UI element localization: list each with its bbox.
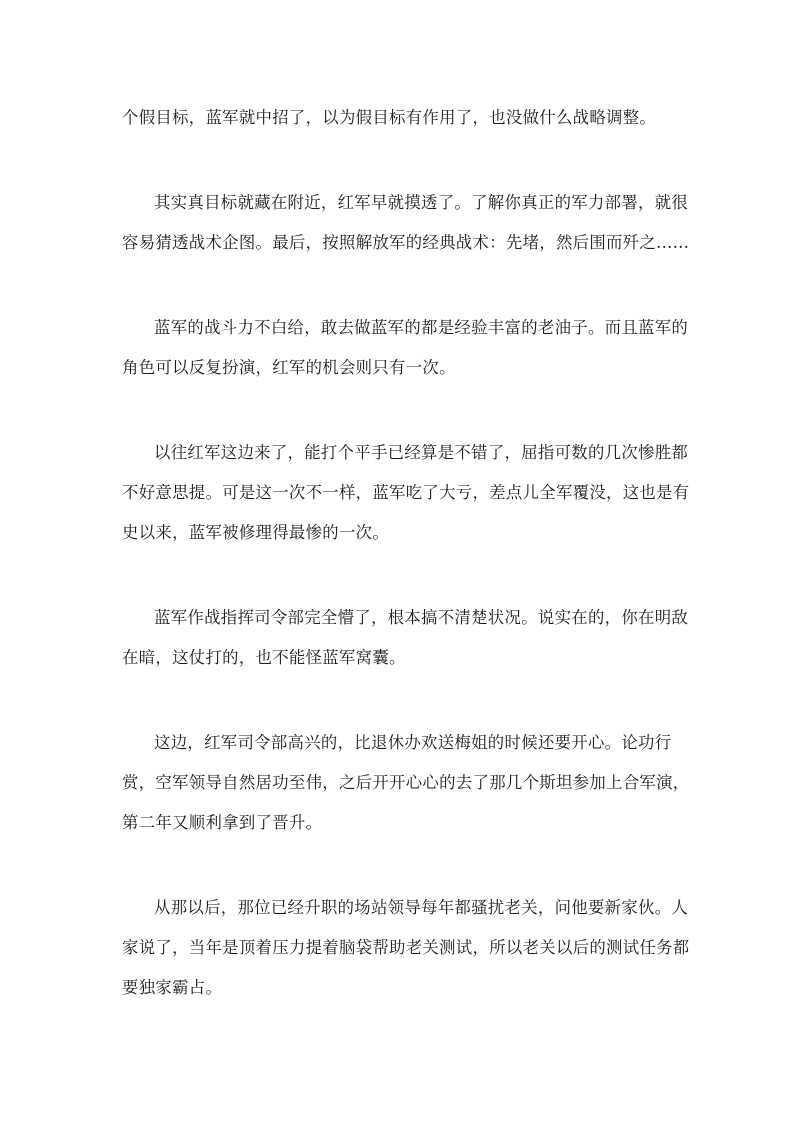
paragraph-4-line-3: 史以来，蓝军被修理得最惨的一次。 <box>122 523 390 542</box>
paragraph-2-line-2: 容易猜透战术企图。最后，按照解放军的经典战术：先堵，然后围而歼之...... <box>122 233 690 252</box>
paragraph-7-line-1: 从那以后，那位已经升职的场站领导每年都骚扰老关，问他要新家伙。人 <box>154 898 689 917</box>
paragraph-3-line-2: 角色可以反复扮演，红军的机会则只有一次。 <box>122 358 456 377</box>
paragraph-5-line-1: 蓝军作战指挥司令部完全懵了，根本搞不清楚状况。说实在的，你在明敌 <box>154 608 689 627</box>
paragraph-2-line-1: 其实真目标就藏在附近，红军早就摸透了。了解你真正的军力部署，就很 <box>154 193 689 212</box>
paragraph-6-line-1: 这边，红军司令部高兴的，比退休办欢送梅姐的时候还要开心。论功行 <box>154 733 672 752</box>
paragraph-4-line-1: 以往红军这边来了，能打个平手已经算是不错了，屈指可数的几次惨胜都 <box>154 443 689 462</box>
paragraph-3-line-1: 蓝军的战斗力不白给，敢去做蓝军的都是经验丰富的老油子。而且蓝军的 <box>154 318 689 337</box>
paragraph-5-line-2: 在暗，这仗打的，也不能怪蓝军窝囊。 <box>122 648 406 667</box>
paragraph-4-line-2: 不好意思提。可是这一次不一样，蓝军吃了大亏，差点儿全军覆没，这也是有 <box>122 483 690 502</box>
paragraph-6-line-2: 赏，空军领导自然居功至伟，之后开开心心的去了那几个斯坦参加上合军演， <box>122 773 690 792</box>
paragraph-1-line-1: 个假目标，蓝军就中招了，以为假目标有作用了，也没做什么战略调整。 <box>122 108 657 127</box>
paragraph-7-line-3: 要独家霸占。 <box>122 978 223 997</box>
paragraph-7-line-2: 家说了，当年是顶着压力提着脑袋帮助老关测试，所以老关以后的测试任务都 <box>122 938 690 957</box>
paragraph-6-line-3: 第二年又顺利拿到了晋升。 <box>122 813 323 832</box>
